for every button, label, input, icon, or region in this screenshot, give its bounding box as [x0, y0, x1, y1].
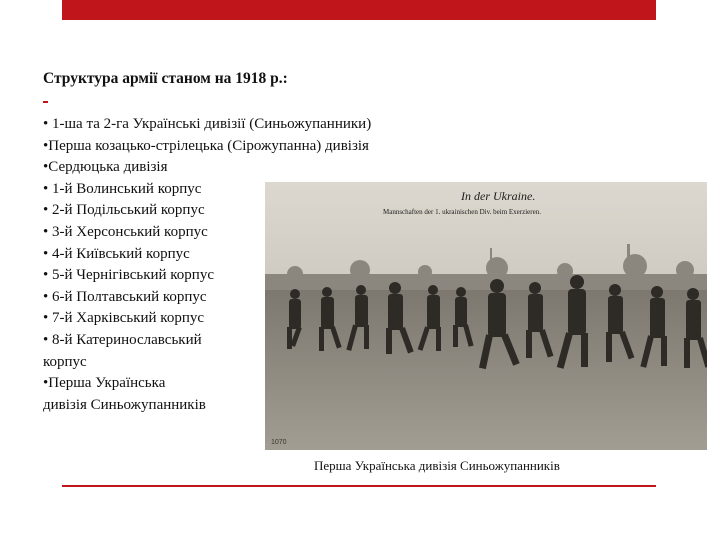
list-item: • 3-й Херсонський корпус	[43, 223, 208, 240]
list-item: • 4-й Київський корпус	[43, 245, 190, 262]
list-item: •Сердюцька дивізія	[43, 159, 168, 176]
list-item: • 2-й Подільський корпус	[43, 202, 205, 219]
list-item: •Перша козацько-стрілецька (Сірожупанна) дивізія	[43, 137, 369, 154]
bottom-accent-line	[62, 485, 656, 487]
top-accent-bar	[62, 0, 656, 20]
photo-plate-number: 1070	[271, 439, 287, 446]
list-item: • 6-й Полтавський корпус	[43, 288, 207, 305]
dash-marker	[43, 101, 48, 103]
slide-title: Структура армії станом на 1918 р.:	[43, 70, 288, 87]
list-item: • 1-й Волинський корпус	[43, 180, 202, 197]
list-item: дивізія Синьожупанників	[43, 396, 206, 413]
list-item: • 8-й Катеринославський	[43, 331, 202, 348]
list-item: •Перша Українська	[43, 375, 166, 392]
photo-subtitle: Mannschaften der 1. ukrainischen Div. beim Exerzieren.	[383, 208, 541, 216]
photo-caption: Перша Українська дивізія Синьожупанників	[314, 458, 560, 473]
historical-photo	[265, 182, 707, 450]
list-item: корпус	[43, 353, 87, 370]
list-item: • 5-й Чернігівський корпус	[43, 267, 214, 284]
photo-title: In der Ukraine.	[461, 189, 536, 203]
list-item: • 1-ша та 2-га Українські дивізії (Синьожупанники)	[43, 116, 372, 132]
list-item: • 7-й Харківський корпус	[43, 310, 205, 327]
